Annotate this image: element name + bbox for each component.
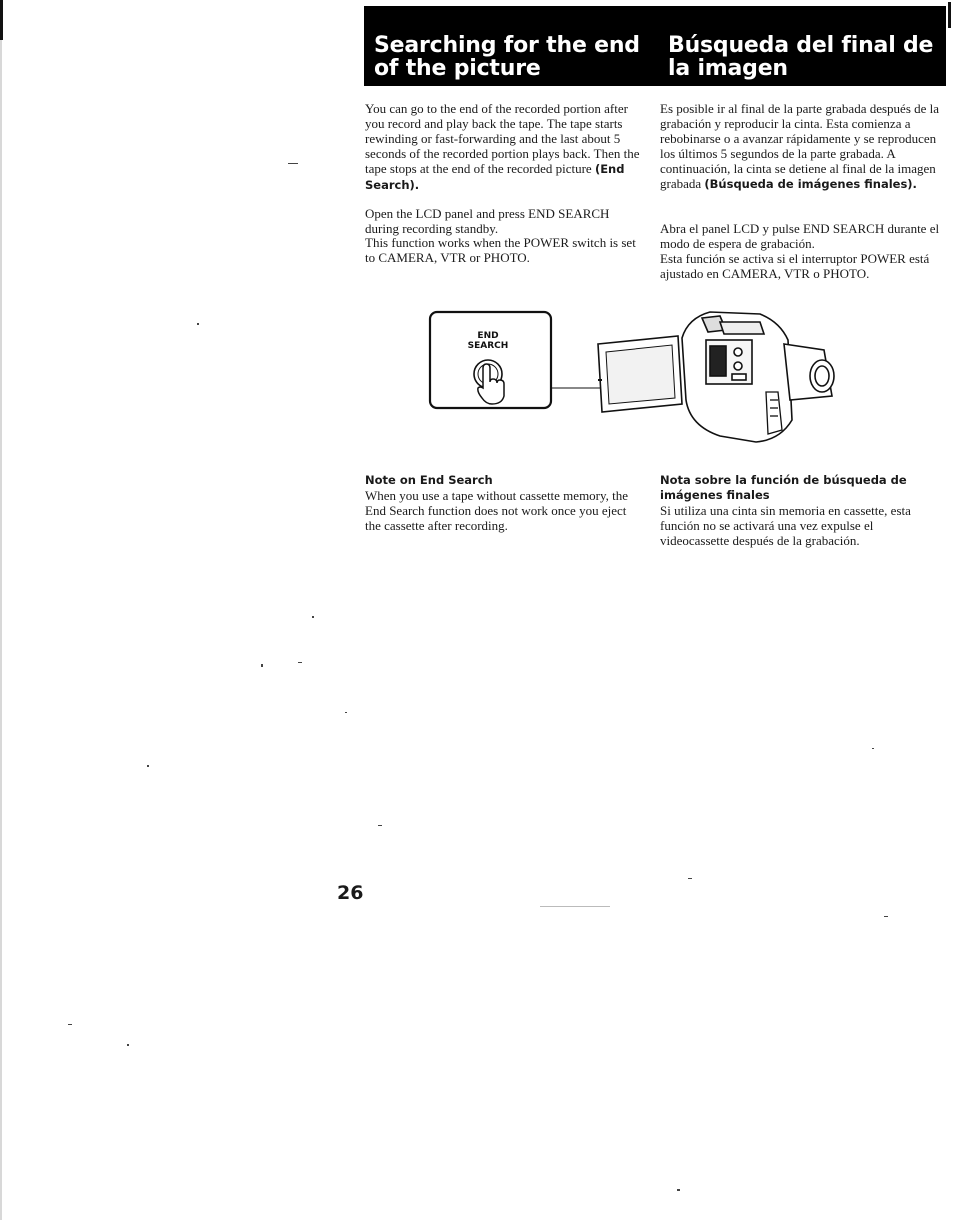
note-block-spanish	[660, 473, 942, 548]
page-left-edge	[0, 0, 2, 1220]
intro-paragraph-english	[365, 101, 643, 193]
note-title-english: Note on End Search	[365, 473, 493, 487]
note-text-spanish: Si utiliza una cinta sin memoria en cassette, esta función no se activará una vez expulse el videocassette después de la grabación.	[660, 503, 911, 548]
scan-speck	[312, 616, 314, 618]
note-block-english	[365, 473, 643, 533]
scan-speck	[884, 916, 888, 917]
scan-speck	[197, 323, 199, 325]
pressing-finger-icon	[478, 364, 504, 404]
page-corner-mark	[948, 2, 951, 28]
condition-paragraph-english: This function works when the POWER switch is set to CAMERA, VTR or PHOTO.	[365, 235, 636, 265]
intro-bold-english: (End Search).	[365, 162, 625, 192]
scan-speck	[261, 664, 263, 667]
lcd-panel-icon	[598, 336, 682, 412]
scan-speck	[677, 1189, 680, 1191]
intro-text-english: You can go to the end of the recorded portion after you record and play back the tape. The tape starts rewinding or fast-forwarding and the last about 5 seconds of the recorded portion plays back. Then the tape stops at the end of the recorded picture	[365, 101, 640, 176]
scan-speck	[345, 712, 347, 713]
scan-speck	[378, 825, 382, 826]
button-label-end: END	[477, 331, 499, 341]
scan-speck	[147, 765, 149, 767]
camcorder-body-icon	[682, 312, 792, 442]
step-paragraph-english: Open the LCD panel and press END SEARCH during recording standby.	[365, 206, 610, 236]
condition-paragraph-spanish: Esta función se activa si el interruptor POWER está ajustado en CAMERA, VTR o PHOTO.	[660, 251, 930, 281]
page-number: 26	[337, 882, 364, 904]
page-title-spanish: Búsqueda del final de la imagen	[668, 33, 934, 81]
scan-speck	[540, 906, 610, 907]
scan-speck	[288, 163, 298, 164]
lens-icon	[784, 344, 834, 400]
intro-text-spanish: Es posible ir al final de la parte grabada después de la grabación y reproducir la cinta. Esta comienza a rebobinarse o a avanzar rápidamente y se reproducen los últimos 5 segundos de la parte grabada. A continuación, la cinta se detiene al final de la imagen grabada	[660, 101, 940, 191]
note-text-english: When you use a tape without cassette memory, the End Search function does not work once you eject the cassette after recording.	[365, 488, 629, 533]
page-title-english: Searching for the end of the picture	[374, 33, 640, 81]
scan-speck	[127, 1044, 129, 1046]
scan-speck	[872, 748, 874, 749]
binding-mark	[0, 0, 3, 40]
scan-speck	[688, 878, 692, 879]
intro-bold-spanish: (Búsqueda de imágenes finales).	[704, 177, 917, 191]
step-paragraph-spanish: Abra el panel LCD y pulse END SEARCH durante el modo de espera de grabación.	[660, 221, 940, 251]
note-title-spanish: Nota sobre la función de búsqueda de imágenes finales	[660, 473, 907, 502]
scan-speck	[298, 662, 302, 663]
scan-speck	[68, 1024, 72, 1025]
button-label-search: SEARCH	[467, 341, 509, 351]
intro-paragraph-spanish	[660, 101, 942, 192]
camcorder-illustration	[420, 300, 850, 450]
